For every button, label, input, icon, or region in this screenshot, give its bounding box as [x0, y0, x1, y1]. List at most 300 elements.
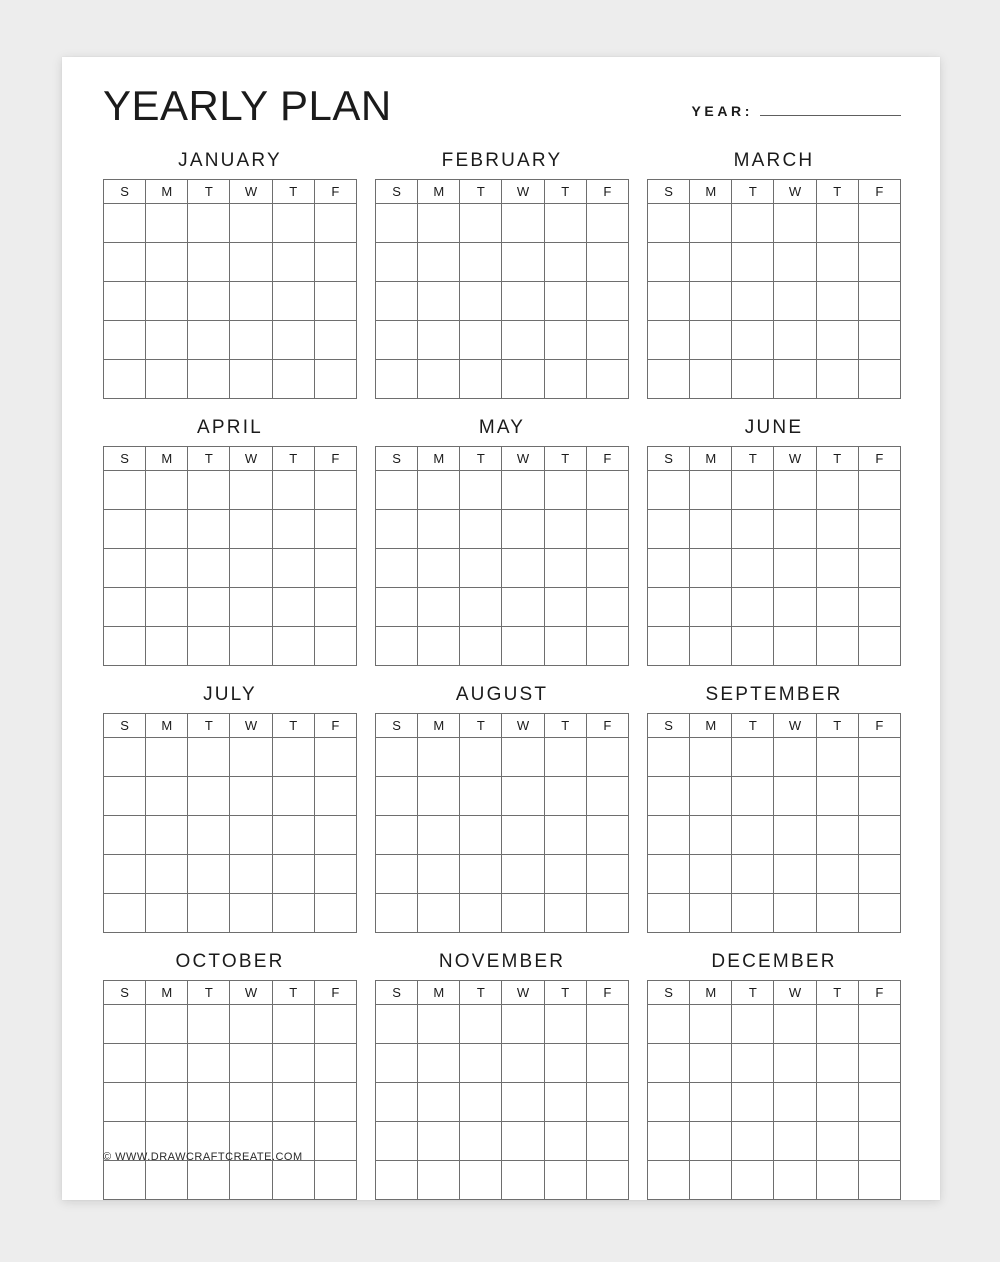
calendar-day-cell[interactable] — [188, 471, 230, 510]
calendar-day-cell[interactable] — [732, 894, 774, 933]
calendar-day-cell[interactable] — [858, 549, 900, 588]
calendar-day-cell[interactable] — [586, 321, 628, 360]
calendar-day-cell[interactable] — [502, 1044, 544, 1083]
calendar-day-cell[interactable] — [586, 1044, 628, 1083]
calendar-day-cell[interactable] — [418, 777, 460, 816]
calendar-day-cell[interactable] — [858, 855, 900, 894]
calendar-day-cell[interactable] — [230, 510, 272, 549]
calendar-day-cell[interactable] — [272, 549, 314, 588]
calendar-day-cell[interactable] — [774, 1161, 816, 1200]
calendar-day-cell[interactable] — [774, 204, 816, 243]
calendar-day-cell[interactable] — [314, 894, 356, 933]
calendar-day-cell[interactable] — [544, 510, 586, 549]
calendar-day-cell[interactable] — [586, 549, 628, 588]
calendar-day-cell[interactable] — [502, 816, 544, 855]
calendar-day-cell[interactable] — [418, 1122, 460, 1161]
calendar-day-cell[interactable] — [376, 243, 418, 282]
calendar-day-cell[interactable] — [376, 1005, 418, 1044]
calendar-day-cell[interactable] — [648, 894, 690, 933]
calendar-day-cell[interactable] — [230, 1005, 272, 1044]
calendar-day-cell[interactable] — [732, 360, 774, 399]
calendar-day-cell[interactable] — [460, 627, 502, 666]
calendar-day-cell[interactable] — [104, 243, 146, 282]
calendar-day-cell[interactable] — [230, 777, 272, 816]
calendar-day-cell[interactable] — [544, 894, 586, 933]
calendar-day-cell[interactable] — [544, 738, 586, 777]
calendar-day-cell[interactable] — [272, 360, 314, 399]
calendar-day-cell[interactable] — [460, 588, 502, 627]
calendar-day-cell[interactable] — [858, 588, 900, 627]
calendar-day-cell[interactable] — [188, 510, 230, 549]
calendar-day-cell[interactable] — [502, 1083, 544, 1122]
calendar-day-cell[interactable] — [146, 816, 188, 855]
calendar-day-cell[interactable] — [690, 1005, 732, 1044]
calendar-day-cell[interactable] — [648, 588, 690, 627]
calendar-day-cell[interactable] — [690, 1083, 732, 1122]
calendar-day-cell[interactable] — [816, 1161, 858, 1200]
calendar-day-cell[interactable] — [188, 816, 230, 855]
calendar-day-cell[interactable] — [314, 738, 356, 777]
calendar-day-cell[interactable] — [272, 1044, 314, 1083]
calendar-day-cell[interactable] — [816, 549, 858, 588]
calendar-day-cell[interactable] — [648, 627, 690, 666]
calendar-day-cell[interactable] — [272, 738, 314, 777]
calendar-day-cell[interactable] — [314, 243, 356, 282]
calendar-day-cell[interactable] — [502, 282, 544, 321]
calendar-day-cell[interactable] — [230, 1083, 272, 1122]
calendar-day-cell[interactable] — [858, 1083, 900, 1122]
calendar-day-cell[interactable] — [502, 855, 544, 894]
calendar-day-cell[interactable] — [460, 1122, 502, 1161]
calendar-day-cell[interactable] — [648, 1122, 690, 1161]
calendar-day-cell[interactable] — [314, 1044, 356, 1083]
calendar-day-cell[interactable] — [418, 816, 460, 855]
calendar-day-cell[interactable] — [230, 549, 272, 588]
calendar-day-cell[interactable] — [104, 738, 146, 777]
calendar-day-cell[interactable] — [544, 1044, 586, 1083]
calendar-day-cell[interactable] — [502, 588, 544, 627]
calendar-day-cell[interactable] — [732, 855, 774, 894]
calendar-day-cell[interactable] — [732, 243, 774, 282]
calendar-day-cell[interactable] — [544, 1122, 586, 1161]
calendar-day-cell[interactable] — [648, 1044, 690, 1083]
calendar-day-cell[interactable] — [544, 243, 586, 282]
calendar-day-cell[interactable] — [690, 360, 732, 399]
calendar-day-cell[interactable] — [104, 894, 146, 933]
calendar-day-cell[interactable] — [690, 627, 732, 666]
calendar-day-cell[interactable] — [774, 510, 816, 549]
calendar-day-cell[interactable] — [272, 1083, 314, 1122]
calendar-day-cell[interactable] — [376, 588, 418, 627]
calendar-day-cell[interactable] — [586, 1083, 628, 1122]
calendar-day-cell[interactable] — [858, 1161, 900, 1200]
calendar-day-cell[interactable] — [230, 627, 272, 666]
calendar-day-cell[interactable] — [314, 360, 356, 399]
calendar-day-cell[interactable] — [690, 1044, 732, 1083]
calendar-day-cell[interactable] — [188, 549, 230, 588]
calendar-day-cell[interactable] — [732, 588, 774, 627]
calendar-day-cell[interactable] — [816, 510, 858, 549]
calendar-day-cell[interactable] — [648, 549, 690, 588]
calendar-day-cell[interactable] — [104, 549, 146, 588]
calendar-day-cell[interactable] — [690, 1161, 732, 1200]
calendar-day-cell[interactable] — [230, 360, 272, 399]
calendar-day-cell[interactable] — [188, 1044, 230, 1083]
calendar-day-cell[interactable] — [146, 1161, 188, 1200]
calendar-day-cell[interactable] — [816, 816, 858, 855]
calendar-day-cell[interactable] — [104, 588, 146, 627]
calendar-day-cell[interactable] — [690, 243, 732, 282]
calendar-day-cell[interactable] — [146, 1005, 188, 1044]
calendar-day-cell[interactable] — [376, 510, 418, 549]
calendar-day-cell[interactable] — [774, 321, 816, 360]
calendar-day-cell[interactable] — [188, 321, 230, 360]
calendar-day-cell[interactable] — [146, 321, 188, 360]
calendar-day-cell[interactable] — [648, 204, 690, 243]
calendar-day-cell[interactable] — [544, 360, 586, 399]
calendar-day-cell[interactable] — [146, 588, 188, 627]
calendar-day-cell[interactable] — [816, 471, 858, 510]
calendar-day-cell[interactable] — [272, 282, 314, 321]
calendar-day-cell[interactable] — [230, 738, 272, 777]
calendar-day-cell[interactable] — [774, 1005, 816, 1044]
calendar-day-cell[interactable] — [648, 510, 690, 549]
calendar-day-cell[interactable] — [188, 204, 230, 243]
calendar-day-cell[interactable] — [774, 855, 816, 894]
calendar-day-cell[interactable] — [376, 816, 418, 855]
calendar-day-cell[interactable] — [502, 204, 544, 243]
calendar-day-cell[interactable] — [690, 588, 732, 627]
calendar-day-cell[interactable] — [146, 627, 188, 666]
calendar-day-cell[interactable] — [732, 627, 774, 666]
calendar-day-cell[interactable] — [774, 549, 816, 588]
year-write-in-line[interactable] — [760, 115, 901, 116]
calendar-day-cell[interactable] — [418, 894, 460, 933]
calendar-day-cell[interactable] — [272, 510, 314, 549]
calendar-day-cell[interactable] — [460, 471, 502, 510]
calendar-day-cell[interactable] — [230, 1161, 272, 1200]
calendar-day-cell[interactable] — [690, 777, 732, 816]
calendar-day-cell[interactable] — [314, 588, 356, 627]
calendar-day-cell[interactable] — [376, 894, 418, 933]
calendar-day-cell[interactable] — [544, 549, 586, 588]
calendar-day-cell[interactable] — [816, 282, 858, 321]
calendar-day-cell[interactable] — [858, 243, 900, 282]
calendar-day-cell[interactable] — [544, 816, 586, 855]
calendar-day-cell[interactable] — [272, 894, 314, 933]
calendar-day-cell[interactable] — [816, 855, 858, 894]
calendar-day-cell[interactable] — [376, 777, 418, 816]
calendar-day-cell[interactable] — [146, 471, 188, 510]
calendar-day-cell[interactable] — [544, 1005, 586, 1044]
calendar-day-cell[interactable] — [418, 627, 460, 666]
calendar-day-cell[interactable] — [690, 855, 732, 894]
calendar-day-cell[interactable] — [146, 738, 188, 777]
calendar-day-cell[interactable] — [774, 816, 816, 855]
calendar-day-cell[interactable] — [230, 588, 272, 627]
calendar-day-cell[interactable] — [460, 894, 502, 933]
calendar-day-cell[interactable] — [544, 321, 586, 360]
calendar-day-cell[interactable] — [586, 1122, 628, 1161]
calendar-day-cell[interactable] — [376, 282, 418, 321]
calendar-day-cell[interactable] — [314, 510, 356, 549]
calendar-day-cell[interactable] — [188, 243, 230, 282]
calendar-day-cell[interactable] — [460, 738, 502, 777]
calendar-day-cell[interactable] — [230, 471, 272, 510]
calendar-day-cell[interactable] — [816, 738, 858, 777]
calendar-day-cell[interactable] — [418, 204, 460, 243]
calendar-day-cell[interactable] — [272, 243, 314, 282]
calendar-day-cell[interactable] — [502, 321, 544, 360]
calendar-day-cell[interactable] — [230, 204, 272, 243]
calendar-day-cell[interactable] — [816, 321, 858, 360]
calendar-day-cell[interactable] — [774, 471, 816, 510]
calendar-day-cell[interactable] — [774, 360, 816, 399]
calendar-day-cell[interactable] — [146, 204, 188, 243]
calendar-day-cell[interactable] — [314, 204, 356, 243]
calendar-day-cell[interactable] — [418, 471, 460, 510]
calendar-day-cell[interactable] — [586, 360, 628, 399]
calendar-day-cell[interactable] — [858, 1005, 900, 1044]
calendar-day-cell[interactable] — [732, 1005, 774, 1044]
calendar-day-cell[interactable] — [858, 816, 900, 855]
calendar-day-cell[interactable] — [188, 1005, 230, 1044]
calendar-day-cell[interactable] — [774, 627, 816, 666]
calendar-day-cell[interactable] — [314, 627, 356, 666]
calendar-day-cell[interactable] — [188, 1083, 230, 1122]
calendar-day-cell[interactable] — [544, 1083, 586, 1122]
calendar-day-cell[interactable] — [502, 1005, 544, 1044]
calendar-day-cell[interactable] — [460, 1083, 502, 1122]
calendar-day-cell[interactable] — [586, 204, 628, 243]
calendar-day-cell[interactable] — [732, 282, 774, 321]
calendar-day-cell[interactable] — [586, 1005, 628, 1044]
calendar-day-cell[interactable] — [272, 204, 314, 243]
calendar-day-cell[interactable] — [314, 816, 356, 855]
calendar-day-cell[interactable] — [418, 738, 460, 777]
calendar-day-cell[interactable] — [146, 777, 188, 816]
calendar-day-cell[interactable] — [732, 1161, 774, 1200]
calendar-day-cell[interactable] — [460, 855, 502, 894]
calendar-day-cell[interactable] — [774, 243, 816, 282]
calendar-day-cell[interactable] — [648, 243, 690, 282]
calendar-day-cell[interactable] — [502, 243, 544, 282]
calendar-day-cell[interactable] — [418, 282, 460, 321]
calendar-day-cell[interactable] — [690, 738, 732, 777]
calendar-day-cell[interactable] — [690, 204, 732, 243]
calendar-day-cell[interactable] — [544, 777, 586, 816]
calendar-day-cell[interactable] — [648, 1083, 690, 1122]
calendar-day-cell[interactable] — [230, 321, 272, 360]
calendar-day-cell[interactable] — [544, 627, 586, 666]
calendar-day-cell[interactable] — [544, 1161, 586, 1200]
calendar-day-cell[interactable] — [146, 894, 188, 933]
calendar-day-cell[interactable] — [816, 894, 858, 933]
calendar-day-cell[interactable] — [690, 816, 732, 855]
calendar-day-cell[interactable] — [858, 894, 900, 933]
calendar-day-cell[interactable] — [732, 549, 774, 588]
calendar-day-cell[interactable] — [460, 1161, 502, 1200]
calendar-day-cell[interactable] — [774, 1122, 816, 1161]
calendar-day-cell[interactable] — [648, 1161, 690, 1200]
calendar-day-cell[interactable] — [648, 738, 690, 777]
calendar-day-cell[interactable] — [816, 1083, 858, 1122]
calendar-day-cell[interactable] — [858, 510, 900, 549]
calendar-day-cell[interactable] — [188, 855, 230, 894]
calendar-day-cell[interactable] — [376, 549, 418, 588]
calendar-day-cell[interactable] — [230, 894, 272, 933]
calendar-day-cell[interactable] — [586, 510, 628, 549]
calendar-day-cell[interactable] — [104, 1044, 146, 1083]
calendar-day-cell[interactable] — [314, 1122, 356, 1161]
calendar-day-cell[interactable] — [272, 588, 314, 627]
calendar-day-cell[interactable] — [816, 588, 858, 627]
calendar-day-cell[interactable] — [314, 777, 356, 816]
calendar-day-cell[interactable] — [586, 816, 628, 855]
calendar-day-cell[interactable] — [188, 282, 230, 321]
calendar-day-cell[interactable] — [690, 510, 732, 549]
calendar-day-cell[interactable] — [314, 549, 356, 588]
calendar-day-cell[interactable] — [732, 471, 774, 510]
calendar-day-cell[interactable] — [502, 894, 544, 933]
calendar-day-cell[interactable] — [502, 1122, 544, 1161]
calendar-day-cell[interactable] — [648, 855, 690, 894]
calendar-day-cell[interactable] — [774, 282, 816, 321]
calendar-day-cell[interactable] — [460, 321, 502, 360]
calendar-day-cell[interactable] — [648, 282, 690, 321]
calendar-day-cell[interactable] — [146, 243, 188, 282]
calendar-day-cell[interactable] — [858, 1044, 900, 1083]
calendar-day-cell[interactable] — [376, 1083, 418, 1122]
calendar-day-cell[interactable] — [376, 855, 418, 894]
calendar-day-cell[interactable] — [502, 471, 544, 510]
calendar-day-cell[interactable] — [376, 321, 418, 360]
calendar-day-cell[interactable] — [586, 282, 628, 321]
calendar-day-cell[interactable] — [586, 777, 628, 816]
calendar-day-cell[interactable] — [858, 1122, 900, 1161]
calendar-day-cell[interactable] — [418, 588, 460, 627]
calendar-day-cell[interactable] — [816, 1044, 858, 1083]
calendar-day-cell[interactable] — [858, 627, 900, 666]
calendar-day-cell[interactable] — [858, 204, 900, 243]
calendar-day-cell[interactable] — [272, 855, 314, 894]
calendar-day-cell[interactable] — [188, 777, 230, 816]
calendar-day-cell[interactable] — [104, 777, 146, 816]
calendar-day-cell[interactable] — [188, 360, 230, 399]
calendar-day-cell[interactable] — [732, 1122, 774, 1161]
calendar-day-cell[interactable] — [460, 1044, 502, 1083]
calendar-day-cell[interactable] — [732, 1044, 774, 1083]
calendar-day-cell[interactable] — [230, 282, 272, 321]
calendar-day-cell[interactable] — [104, 282, 146, 321]
calendar-day-cell[interactable] — [418, 360, 460, 399]
calendar-day-cell[interactable] — [146, 510, 188, 549]
calendar-day-cell[interactable] — [418, 549, 460, 588]
calendar-day-cell[interactable] — [732, 777, 774, 816]
calendar-day-cell[interactable] — [460, 243, 502, 282]
calendar-day-cell[interactable] — [502, 1161, 544, 1200]
calendar-day-cell[interactable] — [732, 321, 774, 360]
calendar-day-cell[interactable] — [230, 1044, 272, 1083]
calendar-day-cell[interactable] — [648, 816, 690, 855]
calendar-day-cell[interactable] — [418, 1161, 460, 1200]
calendar-day-cell[interactable] — [376, 1122, 418, 1161]
calendar-day-cell[interactable] — [104, 510, 146, 549]
calendar-day-cell[interactable] — [732, 204, 774, 243]
calendar-day-cell[interactable] — [272, 471, 314, 510]
calendar-day-cell[interactable] — [774, 894, 816, 933]
calendar-day-cell[interactable] — [146, 1083, 188, 1122]
calendar-day-cell[interactable] — [418, 1005, 460, 1044]
calendar-day-cell[interactable] — [314, 282, 356, 321]
calendar-day-cell[interactable] — [502, 510, 544, 549]
calendar-day-cell[interactable] — [104, 1161, 146, 1200]
calendar-day-cell[interactable] — [460, 549, 502, 588]
calendar-day-cell[interactable] — [418, 510, 460, 549]
calendar-day-cell[interactable] — [460, 282, 502, 321]
calendar-day-cell[interactable] — [230, 816, 272, 855]
calendar-day-cell[interactable] — [418, 1083, 460, 1122]
calendar-day-cell[interactable] — [502, 549, 544, 588]
calendar-day-cell[interactable] — [104, 204, 146, 243]
calendar-day-cell[interactable] — [418, 1044, 460, 1083]
calendar-day-cell[interactable] — [146, 1044, 188, 1083]
calendar-day-cell[interactable] — [314, 1161, 356, 1200]
calendar-day-cell[interactable] — [230, 855, 272, 894]
calendar-day-cell[interactable] — [858, 321, 900, 360]
calendar-day-cell[interactable] — [648, 321, 690, 360]
calendar-day-cell[interactable] — [816, 777, 858, 816]
calendar-day-cell[interactable] — [460, 360, 502, 399]
calendar-day-cell[interactable] — [104, 1005, 146, 1044]
calendar-day-cell[interactable] — [816, 1122, 858, 1161]
calendar-day-cell[interactable] — [858, 777, 900, 816]
calendar-day-cell[interactable] — [774, 588, 816, 627]
calendar-day-cell[interactable] — [586, 588, 628, 627]
year-field[interactable] — [691, 103, 901, 119]
calendar-day-cell[interactable] — [272, 777, 314, 816]
calendar-day-cell[interactable] — [648, 777, 690, 816]
calendar-day-cell[interactable] — [272, 627, 314, 666]
calendar-day-cell[interactable] — [188, 1161, 230, 1200]
calendar-day-cell[interactable] — [586, 1161, 628, 1200]
calendar-day-cell[interactable] — [272, 321, 314, 360]
calendar-day-cell[interactable] — [774, 777, 816, 816]
calendar-day-cell[interactable] — [586, 738, 628, 777]
calendar-day-cell[interactable] — [732, 816, 774, 855]
calendar-day-cell[interactable] — [188, 894, 230, 933]
calendar-day-cell[interactable] — [418, 321, 460, 360]
calendar-day-cell[interactable] — [314, 1083, 356, 1122]
calendar-day-cell[interactable] — [502, 360, 544, 399]
calendar-day-cell[interactable] — [586, 471, 628, 510]
calendar-day-cell[interactable] — [690, 1122, 732, 1161]
calendar-day-cell[interactable] — [690, 321, 732, 360]
calendar-day-cell[interactable] — [376, 360, 418, 399]
calendar-day-cell[interactable] — [460, 777, 502, 816]
calendar-day-cell[interactable] — [774, 738, 816, 777]
calendar-day-cell[interactable] — [502, 738, 544, 777]
calendar-day-cell[interactable] — [586, 855, 628, 894]
calendar-day-cell[interactable] — [586, 894, 628, 933]
calendar-day-cell[interactable] — [188, 738, 230, 777]
calendar-day-cell[interactable] — [648, 360, 690, 399]
calendar-day-cell[interactable] — [376, 627, 418, 666]
calendar-day-cell[interactable] — [774, 1083, 816, 1122]
calendar-day-cell[interactable] — [146, 282, 188, 321]
calendar-day-cell[interactable] — [816, 204, 858, 243]
calendar-day-cell[interactable] — [104, 855, 146, 894]
